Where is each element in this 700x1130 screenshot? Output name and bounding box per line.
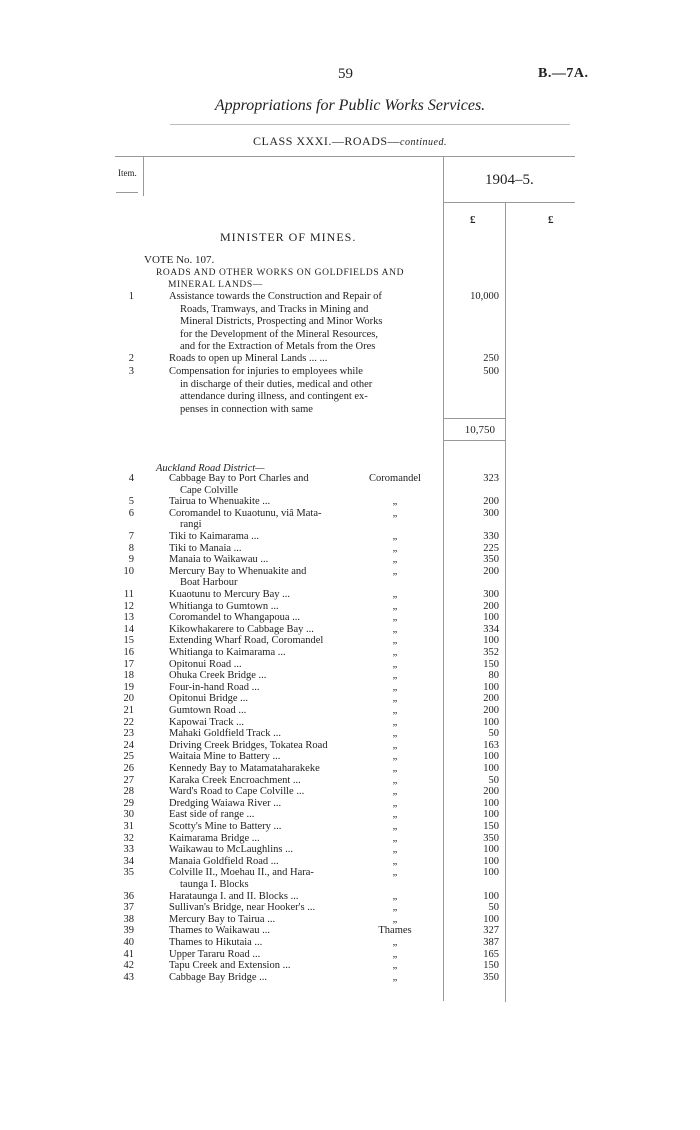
table-row [0, 473, 700, 496]
item-district: Coromandel [369, 473, 421, 484]
item-amount: 163 [483, 739, 499, 751]
item-district: „ [392, 681, 398, 693]
item-district: „ [392, 728, 398, 740]
item-amount: 330 [483, 531, 499, 542]
item-number: 37 [123, 902, 134, 914]
table-row [0, 786, 700, 798]
item-description: Tapu Creek and Extension ... [169, 960, 291, 972]
item-district: „ [392, 867, 398, 879]
page-title: Appropriations for Public Works Services. [214, 97, 486, 114]
pound-sign-col2: £ [548, 214, 554, 226]
subtotal-top-rule [443, 418, 505, 419]
item-number: 35 [123, 867, 134, 879]
item-line: and for the Extraction of Metals from the Ores [180, 341, 376, 352]
item-description: Harataunga I. and II. Blocks ... [169, 890, 299, 902]
class-heading [0, 134, 700, 149]
item-column-rule [143, 156, 144, 196]
table-row [0, 867, 700, 890]
table-row [0, 496, 700, 508]
item-district: „ [392, 786, 398, 798]
item-number: 25 [123, 751, 134, 763]
item-amount: 100 [483, 890, 499, 902]
item-number: 6 [128, 507, 134, 519]
item-district: „ [392, 565, 398, 577]
vote-heading-line1: ROADS AND OTHER WORKS ON GOLDFIELDS AND [156, 268, 405, 278]
item-amount: 100 [483, 867, 499, 879]
item-number: 39 [123, 925, 134, 937]
item-district: „ [392, 507, 398, 519]
item-number: 15 [123, 635, 134, 647]
table-row [0, 949, 700, 961]
item-district: „ [392, 960, 398, 972]
item-district: „ [392, 855, 398, 867]
item-description: Colville II., Moehau II., and Hara- [169, 867, 314, 879]
item-amount: 100 [483, 763, 499, 774]
table-row [0, 798, 700, 810]
table-row [0, 693, 700, 705]
item-line: penses in connection with same [180, 403, 313, 415]
table-row [0, 589, 700, 601]
item-number: 7 [128, 531, 134, 542]
item-number: 31 [123, 821, 134, 832]
item-amount: 100 [483, 855, 499, 867]
item-description: Manaia to Waikawau ... [169, 554, 269, 566]
item-description: Cabbage Bay Bridge ... [169, 971, 267, 983]
item-district: „ [392, 705, 398, 716]
item-description-continued: Boat Harbour [180, 577, 238, 589]
item-district: „ [392, 751, 398, 763]
item-number: 29 [123, 797, 134, 809]
item-district: „ [392, 531, 398, 542]
table-row [0, 670, 700, 682]
item-description: Upper Tararu Road ... [169, 948, 261, 960]
item-district: „ [392, 844, 398, 856]
item-description: Waikawau to McLaughlins ... [169, 844, 293, 856]
vote-heading-line2: MINERAL LANDS— [168, 280, 263, 290]
item-district: „ [392, 821, 398, 832]
item-line: attendance during illness, and contingent ex- [180, 391, 368, 402]
item-description: Driving Creek Bridges, Tokatea Road [169, 739, 328, 751]
item-description: Cabbage Bay to Port Charles and [169, 473, 309, 484]
item-description: Scotty's Mine to Battery ... [169, 821, 282, 832]
item-description: Whitianga to Kaimarama ... [169, 647, 286, 658]
item-district: „ [392, 496, 398, 508]
district-heading: Auckland Road District— [156, 463, 265, 474]
item-description: Whitianga to Gumtown ... [169, 600, 279, 612]
item-number: 30 [123, 809, 134, 821]
table-row [0, 740, 700, 752]
item-description-continued: rangi [180, 519, 202, 531]
item-district: „ [392, 948, 398, 960]
item-line: Roads, Tramways, and Tracks in Mining and [180, 303, 369, 315]
title-rule [170, 124, 570, 125]
table-row [0, 647, 700, 659]
item-amount: 50 [488, 774, 499, 786]
item-number: 12 [123, 600, 134, 612]
item-amount: 80 [488, 670, 499, 682]
item-description: Gumtown Road ... [169, 705, 247, 716]
item-district: „ [392, 658, 398, 670]
item-amount: 100 [483, 797, 499, 809]
table-row [0, 925, 700, 937]
item-amount: 387 [483, 937, 499, 948]
item-description: Kuaotunu to Mercury Bay ... [169, 589, 291, 600]
item-number: 36 [123, 890, 134, 902]
subtotal-amount: 10,750 [464, 424, 495, 436]
item-amount: 225 [483, 542, 499, 554]
subtotal-bottom-rule [443, 440, 505, 441]
item-district: „ [392, 890, 398, 902]
item-number: 3 [128, 366, 134, 377]
item-amount: 100 [483, 751, 499, 763]
item-number: 27 [123, 774, 134, 786]
table-row [0, 659, 700, 671]
item-description: Kaimarama Bridge ... [169, 832, 260, 844]
item-district: „ [392, 832, 398, 844]
item-district: Thames [378, 925, 412, 937]
table-row [0, 914, 700, 926]
table-row [0, 891, 700, 903]
item-number: 23 [123, 728, 134, 740]
item-number: 10 [123, 565, 134, 577]
item-number: 1 [128, 291, 134, 302]
item-description: Waitaia Mine to Battery ... [169, 751, 281, 763]
item-amount: 334 [483, 623, 499, 635]
table-row [0, 554, 700, 566]
item-district: „ [392, 763, 398, 774]
item-description: Mercury Bay to Whenuakite and [169, 565, 307, 577]
table-row [0, 717, 700, 729]
item-amount: 50 [488, 902, 499, 914]
item-amount: 100 [483, 716, 499, 728]
item-description: Kikowhakarere to Cabbage Bay ... [169, 623, 314, 635]
item-description [169, 291, 383, 354]
item-amount: 100 [483, 612, 499, 624]
item-amount: 200 [483, 705, 499, 716]
page-number: 59 [338, 66, 353, 82]
item-header-underline [116, 192, 138, 193]
item-number: 21 [123, 705, 134, 716]
table-row [0, 844, 700, 856]
item-number: 34 [123, 855, 134, 867]
item-description: Opitonui Road ... [169, 658, 242, 670]
item-number: 13 [123, 612, 134, 624]
item-number: 38 [123, 913, 134, 925]
item-number: 42 [123, 960, 134, 972]
item-description-continued: Cape Colville [180, 484, 239, 496]
minister-heading: MINISTER OF MINES. [220, 230, 357, 244]
item-number: 19 [123, 681, 134, 693]
item-description: Tiki to Kaimarama ... [169, 531, 260, 542]
item-description: Karaka Creek Encroachment ... [169, 774, 301, 786]
item-description: Coromandel to Kuaotunu, viâ Mata- [169, 507, 322, 519]
item-amount: 165 [483, 948, 499, 960]
table-row [0, 601, 700, 613]
item-line: Assistance towards the Construction and Repair of [169, 291, 382, 302]
item-number: 9 [128, 554, 134, 566]
item-description: Ward's Road to Cape Colville ... [169, 786, 305, 798]
item-number: 18 [123, 670, 134, 682]
table-row [0, 543, 700, 555]
class-heading-continued: continued. [400, 137, 447, 148]
table-row [0, 565, 700, 589]
item-description: Kennedy Bay to Matamataharakeke [169, 763, 320, 774]
item-description: Dredging Waiawa River ... [169, 797, 282, 809]
item-amount: 200 [483, 496, 499, 508]
item-number: 43 [123, 971, 134, 983]
item-description: Sullivan's Bridge, near Hooker's ... [169, 902, 316, 914]
item-description: Manaia Goldfield Road ... [169, 855, 279, 867]
table-row [0, 902, 700, 914]
item-number: 41 [123, 948, 134, 960]
table-row [0, 624, 700, 636]
item-description: Tairua to Whenuakite ... [169, 496, 271, 508]
table-row [0, 833, 700, 845]
item-amount: 10,000 [470, 291, 499, 302]
item-amount: 100 [483, 809, 499, 821]
item-amount: 350 [483, 971, 499, 983]
table-row [0, 972, 700, 984]
table-row [0, 705, 700, 717]
table-row [0, 751, 700, 763]
item-amount: 150 [483, 960, 499, 972]
item-number: 20 [123, 693, 134, 705]
table-row [0, 763, 700, 775]
item-amount: 323 [483, 473, 499, 484]
item-description: Ohuka Creek Bridge ... [169, 670, 267, 682]
item-description: Tiki to Manaia ... [169, 542, 242, 554]
year-header: 1904–5. [485, 172, 534, 188]
table-row [0, 682, 700, 694]
item-district: „ [392, 913, 398, 925]
item-district: „ [392, 612, 398, 624]
table-row [0, 821, 700, 833]
item-district: „ [392, 635, 398, 647]
item-district: „ [392, 589, 398, 600]
item-line: Compensation for injuries to employees while [169, 366, 363, 377]
item-number: 32 [123, 832, 134, 844]
item-description [169, 366, 372, 416]
item-amount: 250 [483, 353, 499, 364]
table-top-rule [115, 156, 575, 157]
table-row [0, 728, 700, 740]
item-amount: 352 [483, 647, 499, 658]
item-amount: 500 [483, 366, 499, 377]
item-number: 26 [123, 763, 134, 774]
item-description: Mahaki Goldfield Track ... [169, 728, 281, 740]
item-number: 2 [128, 353, 134, 364]
table-row [0, 507, 700, 531]
item-district: „ [392, 797, 398, 809]
item-number: 28 [123, 786, 134, 798]
item-line: Mineral Districts, Prospecting and Minor Works [180, 316, 383, 327]
item-amount: 300 [483, 589, 499, 600]
table-row [0, 856, 700, 868]
item-description: Kapowai Track ... [169, 716, 244, 728]
table-row [0, 635, 700, 647]
table-row [0, 960, 700, 972]
class-heading-text: CLASS XXXI.—ROADS— [253, 134, 401, 148]
item-amount: 327 [483, 925, 499, 937]
item-number: 4 [128, 473, 134, 484]
item-line: for the Development of the Mineral Resources, [180, 328, 378, 340]
table-row [0, 612, 700, 624]
item-description-continued: taunga I. Blocks [180, 878, 249, 890]
item-amount: 200 [483, 786, 499, 798]
vote-number: VOTE No. 107. [144, 254, 215, 266]
item-district: „ [392, 902, 398, 914]
table-row [0, 937, 700, 949]
item-amount: 200 [483, 565, 499, 577]
item-district: „ [392, 693, 398, 705]
item-description: Four-in-hand Road ... [169, 681, 260, 693]
item-amount: 300 [483, 507, 499, 519]
item-district: „ [392, 600, 398, 612]
item-amount: 50 [488, 728, 499, 740]
item-number: 8 [128, 542, 134, 554]
item-amount: 100 [483, 635, 499, 647]
table-row [0, 775, 700, 787]
item-number: 11 [123, 589, 134, 600]
item-description: Mercury Bay to Tairua ... [169, 913, 276, 925]
item-district: „ [392, 542, 398, 554]
item-district: „ [392, 554, 398, 566]
item-number: 22 [123, 716, 134, 728]
item-district: „ [392, 739, 398, 751]
item-amount: 200 [483, 600, 499, 612]
item-amount: 200 [483, 693, 499, 705]
item-number: 14 [123, 623, 134, 635]
item-amount: 100 [483, 681, 499, 693]
pound-sign-col1: £ [470, 214, 476, 226]
item-district: „ [392, 809, 398, 821]
item-amount: 150 [483, 821, 499, 832]
item-description: Roads to open up Mineral Lands ... ... [169, 353, 328, 364]
item-district: „ [392, 774, 398, 786]
item-amount: 150 [483, 658, 499, 670]
item-description: Opitonui Bridge ... [169, 693, 249, 705]
item-number: 17 [123, 658, 134, 670]
item-amount: 350 [483, 832, 499, 844]
item-number: 16 [123, 647, 134, 658]
item-description: East side of range ... [169, 809, 255, 821]
item-district: „ [392, 716, 398, 728]
item-line: in discharge of their duties, medical and other [180, 378, 373, 390]
item-number: 33 [123, 844, 134, 856]
table-row [0, 809, 700, 821]
item-description: Coromandel to Whangapoua ... [169, 612, 301, 624]
item-district: „ [392, 937, 398, 948]
item-description: Extending Wharf Road, Coromandel [169, 635, 324, 647]
item-amount: 100 [483, 844, 499, 856]
item-column-header: Item. [118, 168, 137, 178]
item-number: 5 [128, 496, 134, 508]
item-description: Thames to Hikutaia ... [169, 937, 263, 948]
item-amount: 100 [483, 913, 499, 925]
item-district: „ [392, 971, 398, 983]
item-number: 24 [123, 739, 134, 751]
item-number: 40 [123, 937, 134, 948]
year-underline [443, 202, 575, 203]
item-amount: 350 [483, 554, 499, 566]
item-district: „ [392, 623, 398, 635]
table-row [0, 531, 700, 543]
item-district: „ [392, 647, 398, 658]
document-reference: B.—7A. [538, 66, 589, 81]
item-description: Thames to Waikawau ... [169, 925, 271, 937]
item-district: „ [392, 670, 398, 682]
